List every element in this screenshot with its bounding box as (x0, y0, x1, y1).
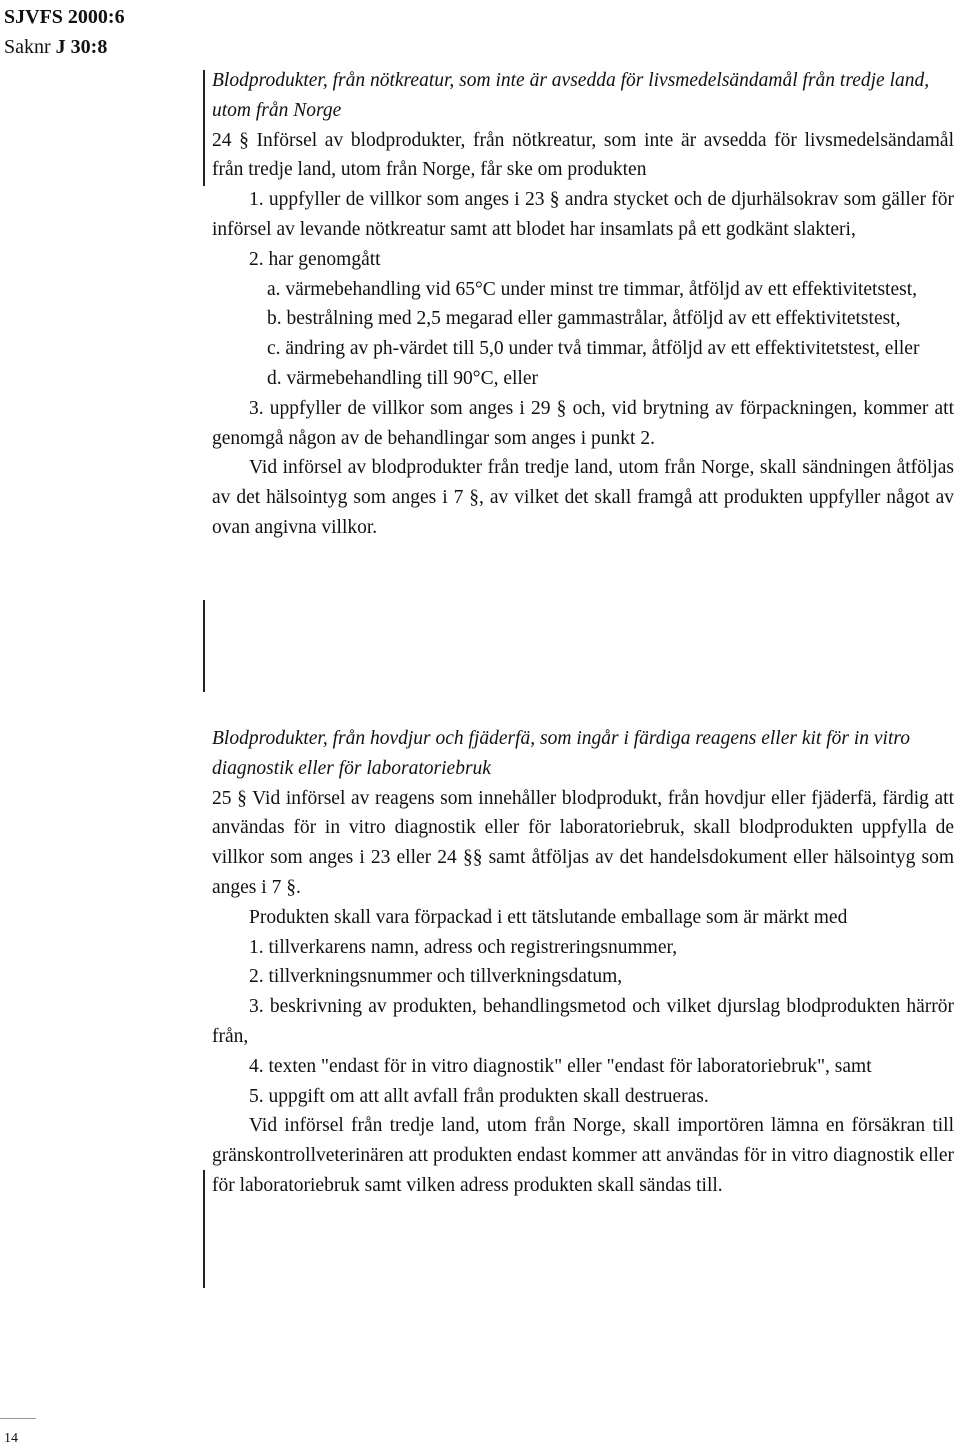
section-bovine-blood-products (212, 66, 954, 543)
paragraph-24: 24 § Införsel av blodprodukter, från nötkreatur, som inte är avsedda för livsmedelsändamål från tredje land, utom från Norge, får ske om produkten (212, 129, 954, 181)
document-code: SJVFS 2000:6 (4, 6, 125, 28)
paragraph-25: 25 § Vid införsel av reagens som innehåller blodprodukt, från hovdjur eller fjäderfä, färdig att användas för in vitro diagnostik eller för laboratoriebruk, skall blodprodukten uppfylla de villkor som anges i 23 eller 24 §§ samt åtföljas av det handelsdokument eller hälsointyg som anges i 7 §. (212, 787, 954, 898)
change-bar (203, 600, 205, 692)
list-item: 2. tillverkningsnummer och tillverkningsdatum, (249, 966, 623, 988)
change-bar (203, 1170, 205, 1288)
list-item: 2. har genomgått (249, 248, 381, 270)
list-item: 5. uppgift om att allt avfall från produkten skall destrueras. (249, 1085, 709, 1107)
subref-number: J 30:8 (55, 36, 108, 58)
list-item: 4. texten "endast för in vitro diagnostik" eller "endast för laboratoriebruk", samt (249, 1055, 872, 1077)
subref-prefix: Saknr (4, 36, 51, 58)
list-item: 3. beskrivning av produkten, behandlingsmetod och vilket djurslag blodprodukten härrör från, (212, 996, 954, 1047)
list-subitem: b. bestrålning med 2,5 megarad eller gammastrålar, åtföljd av ett effektivitetstest, (267, 308, 901, 330)
section-hoofed-poultry-blood-products (212, 724, 954, 1201)
list-subitem: c. ändring av ph-värdet till 5,0 under två timmar, åtföljd av ett effektivitetstest, eller (267, 338, 920, 360)
footer-rule (0, 1418, 36, 1419)
list-subitem: d. värmebehandling till 90°C, eller (267, 367, 538, 389)
section-heading: Blodprodukter, från nötkreatur, som inte är avsedda för livsmedelsändamål från tredje land, utom från Norge (212, 70, 930, 121)
document-subref (4, 32, 125, 62)
list-item: 3. uppfyller de villkor som anges i 29 § och, vid brytning av förpackningen, kommer att genomgå någon av de behandlingar som anges i punkt 2. (212, 397, 954, 449)
paragraph: Vid införsel från tredje land, utom från Norge, skall importören lämna en försäkran till gränskontrollveterinären att produkten endast kommer att användas för in vitro diagnostik eller för laboratoriebruk samt vilken adress produkten skall sändas till. (212, 1115, 954, 1196)
change-bar (203, 70, 205, 186)
list-item: 1. tillverkarens namn, adress och registreringsnummer, (249, 936, 678, 958)
paragraph: Vid införsel av blodprodukter från tredje land, utom från Norge, skall sändningen åtföljas av det hälsointyg som anges i 7 §, av vilket det skall framgå att produkten uppfyller något av ovan angivna villkor. (212, 457, 954, 538)
section-heading: Blodprodukter, från hovdjur och fjäderfä, som ingår i färdiga reagens eller kit för in vitro diagnostik eller för laboratoriebruk (212, 728, 910, 779)
list-subitem: a. värmebehandling vid 65°C under minst tre timmar, åtföljd av ett effektivitetstest, (267, 278, 917, 300)
list-item: 1. uppfyller de villkor som anges i 23 § andra stycket och de djurhälsokrav som gäller för införsel av levande nötkreatur samt att blodet har insamlats på ett godkänt slakteri, (212, 189, 954, 240)
paragraph: Produkten skall vara förpackad i ett tätslutande emballage som är märkt med (249, 906, 848, 928)
document-header (4, 2, 125, 62)
page-number: 14 (4, 1431, 18, 1446)
